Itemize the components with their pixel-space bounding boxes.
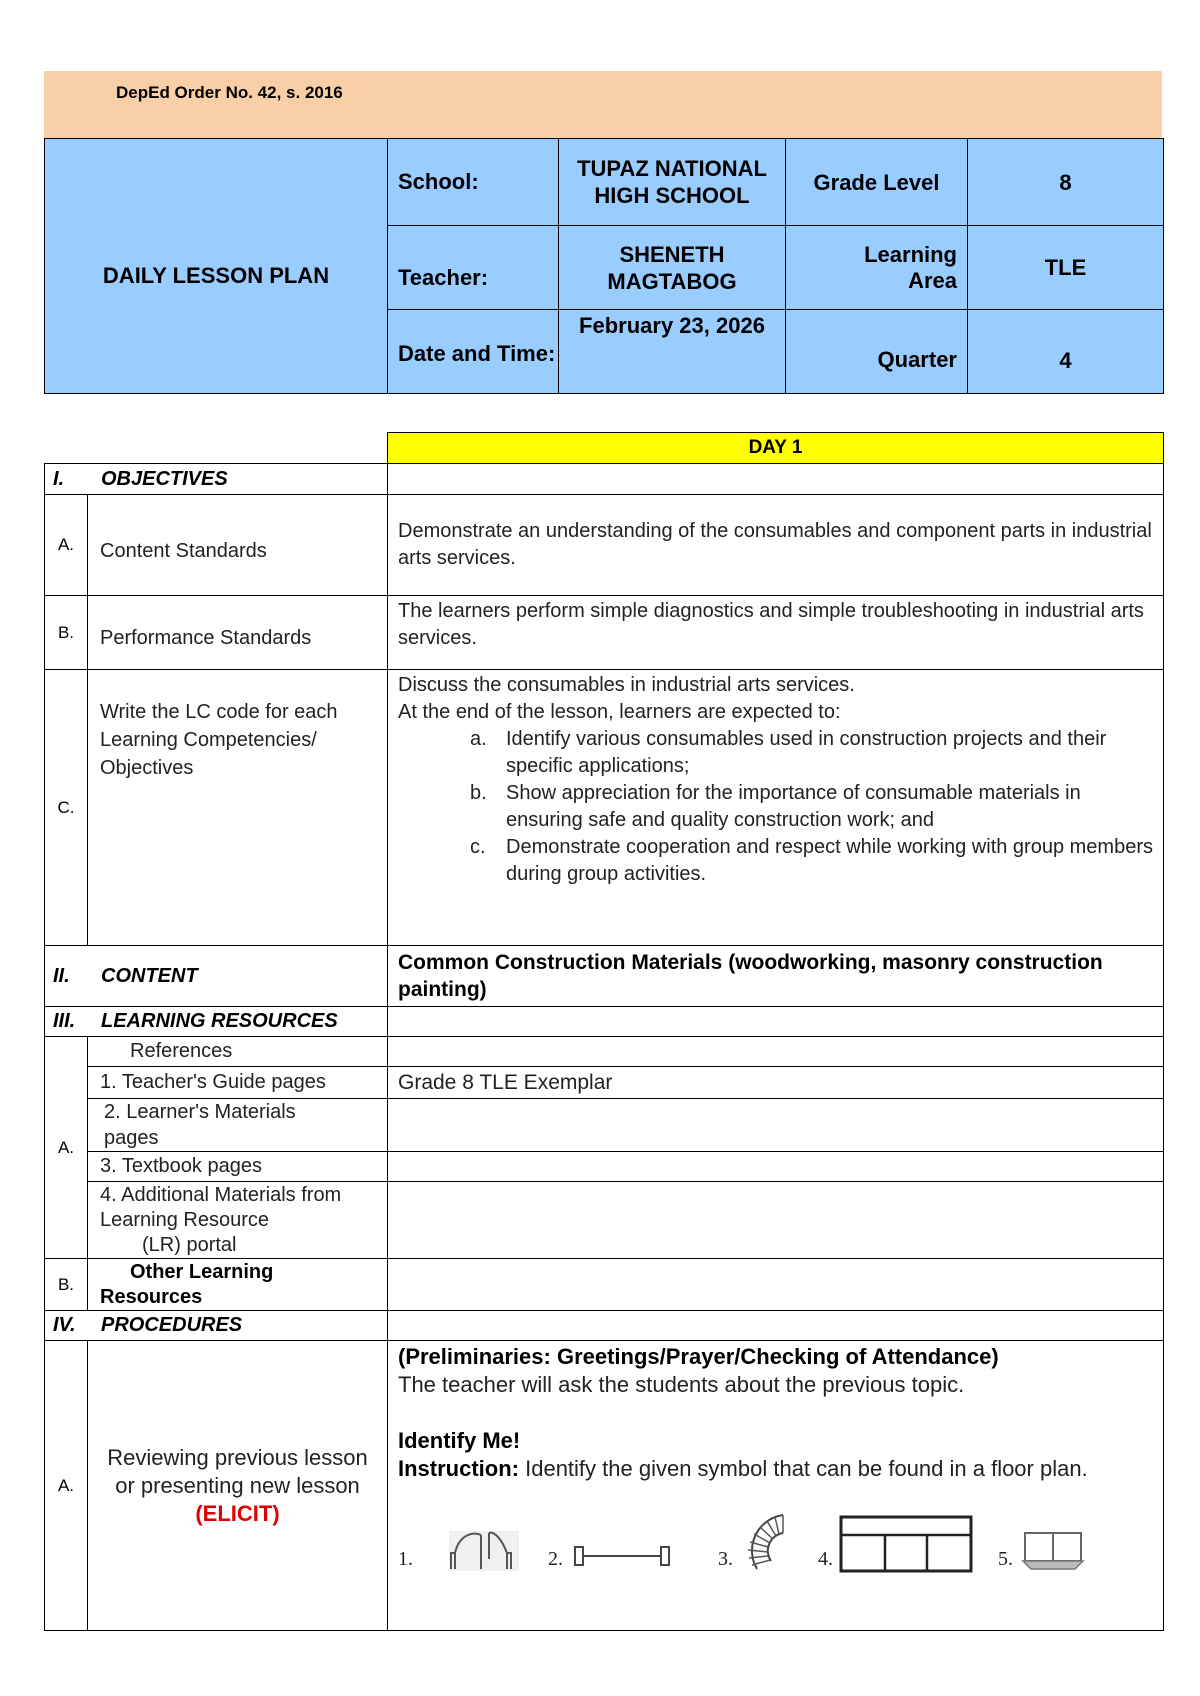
bay-window-symbol-icon: [1019, 1529, 1085, 1573]
section-number: I.: [53, 467, 65, 490]
row-letter: A.: [45, 1341, 88, 1631]
objective-marker: a.: [470, 728, 487, 750]
elicit-tag: (ELICIT): [195, 1500, 280, 1526]
learning-area-label: Learning Area: [786, 226, 968, 310]
lesson-plan-title: DAILY LESSON PLAN: [45, 139, 388, 394]
other-resources-line: Other Learning: [130, 1260, 274, 1283]
row-letter: C.: [45, 670, 88, 946]
objective-list: [398, 726, 1153, 888]
performance-standards-text: The learners perform simple diagnostics and simple troubleshooting in industrial arts services.: [388, 596, 1164, 670]
teachers-guide-label: 1. Teacher's Guide pages: [88, 1067, 388, 1099]
quarter-value: 4: [968, 310, 1164, 394]
additional-materials-label: [88, 1182, 388, 1259]
objective-text: Identify various consumables used in construction projects and their specific applications;: [506, 728, 1107, 777]
references-label: References: [88, 1037, 388, 1067]
content-text: Common Construction Materials (woodworking, masonry construction painting): [388, 946, 1164, 1007]
symbol-number: 4.: [818, 1548, 833, 1570]
competency-line: Discuss the consumables in industrial arts services.: [398, 674, 855, 696]
order-banner: [44, 71, 1162, 138]
textbook-pages-label: 3. Textbook pages: [88, 1152, 388, 1182]
additional-materials-value: [388, 1182, 1164, 1259]
section-title: OBJECTIVES: [101, 467, 228, 490]
objective-text: Demonstrate cooperation and respect while working with group members during group activities.: [506, 836, 1153, 885]
section-title: PROCEDURES: [101, 1314, 243, 1336]
objective-marker: c.: [470, 836, 486, 858]
teachers-guide-value: Grade 8 TLE Exemplar: [388, 1067, 1164, 1099]
learning-competencies-cell: [388, 670, 1164, 946]
learners-materials-value: [388, 1099, 1164, 1152]
symbol-item: [398, 1529, 548, 1573]
section-number: III.: [53, 1010, 76, 1032]
teacher-ask-text: The teacher will ask the students about the previous topic.: [398, 1372, 965, 1397]
instruction-label: Instruction:: [398, 1456, 519, 1481]
symbol-item: [718, 1509, 818, 1573]
preliminaries-text: (Preliminaries: Greetings/Prayer/Checking of Attendance): [398, 1344, 999, 1369]
date-time-value: February 23, 2026: [559, 310, 786, 394]
review-lesson-text: Reviewing previous lesson or presenting new lesson: [107, 1444, 368, 1498]
objective-item: [470, 834, 1153, 888]
objectives-heading: [45, 464, 388, 495]
procedures-day-cell: [388, 1311, 1164, 1341]
objective-marker: b.: [470, 782, 487, 804]
lesson-plan-table: [44, 432, 1164, 1631]
day-heading: DAY 1: [388, 433, 1164, 464]
content-standards-text: Demonstrate an understanding of the consumables and component parts in industrial arts services.: [388, 495, 1164, 596]
teacher-label: Teacher:: [388, 226, 559, 310]
row-letter: A.: [45, 1037, 88, 1259]
content-heading: [45, 946, 388, 1007]
floor-plan-symbols: [398, 1493, 1153, 1573]
competency-line: At the end of the lesson, learners are expected to:: [398, 701, 841, 723]
procedure-content-cell: [388, 1341, 1164, 1631]
other-resources-line: Resources: [100, 1285, 203, 1308]
section-number: IV.: [53, 1314, 76, 1336]
content-standards-label: Content Standards: [88, 495, 388, 596]
symbol-item: [998, 1529, 1128, 1573]
wall-opening-symbol-icon: [569, 1533, 679, 1573]
grade-level-label: Grade Level: [786, 139, 968, 226]
lc-code-label: Write the LC code for each Learning Competencies/ Objectives: [88, 670, 388, 946]
review-lesson-label: [88, 1341, 388, 1631]
section-number: II.: [53, 964, 70, 987]
instruction-line: [398, 1455, 1153, 1483]
learning-area-value: TLE: [968, 226, 1164, 310]
objective-text: Show appreciation for the importance of consumable materials in ensuring safe and quality construction work; and: [506, 782, 1081, 831]
learners-materials-label: 2. Learner's Materials pages: [88, 1099, 388, 1152]
procedures-heading: [45, 1311, 388, 1341]
school-value: TUPAZ NATIONAL HIGH SCHOOL: [559, 139, 786, 226]
symbol-item: [548, 1533, 718, 1573]
quarter-label: Quarter: [786, 310, 968, 394]
activity-title: Identify Me!: [398, 1428, 521, 1453]
objective-item: [470, 726, 1153, 780]
row-letter: A.: [45, 495, 88, 596]
objective-item: [470, 780, 1153, 834]
resources-day-cell: [388, 1007, 1164, 1037]
symbol-number: 2.: [548, 1548, 563, 1570]
school-label: School:: [388, 139, 559, 226]
row-letter: B.: [45, 1259, 88, 1311]
objectives-day-cell: [388, 464, 1164, 495]
symbol-number: 1.: [398, 1548, 413, 1570]
grade-level-value: 8: [968, 139, 1164, 226]
additional-materials-line: (LR) portal: [142, 1233, 237, 1256]
deped-order: DepEd Order No. 42, s. 2016: [116, 83, 343, 102]
other-resources-label: [88, 1259, 388, 1311]
symbol-number: 5.: [998, 1548, 1013, 1570]
section-title: LEARNING RESOURCES: [101, 1010, 338, 1032]
window-symbol-icon: [839, 1515, 973, 1573]
date-time-label: Date and Time:: [388, 310, 559, 394]
textbook-pages-value: [388, 1152, 1164, 1182]
symbol-number: 3.: [718, 1548, 733, 1570]
lesson-header-table: [44, 138, 1164, 394]
double-door-symbol-icon: [419, 1529, 519, 1573]
performance-standards-label: Performance Standards: [88, 596, 388, 670]
learning-resources-heading: [45, 1007, 388, 1037]
spiral-stair-symbol-icon: [739, 1509, 791, 1573]
section-title: CONTENT: [101, 964, 198, 987]
row-letter: B.: [45, 596, 88, 670]
additional-materials-line: 4. Additional Materials from Learning Resource: [100, 1183, 342, 1231]
instruction-text: Identify the given symbol that can be found in a floor plan.: [519, 1456, 1088, 1481]
other-resources-value: [388, 1259, 1164, 1311]
teacher-value: SHENETH MAGTABOG: [559, 226, 786, 310]
symbol-item: [818, 1515, 998, 1573]
references-value: [388, 1037, 1164, 1067]
